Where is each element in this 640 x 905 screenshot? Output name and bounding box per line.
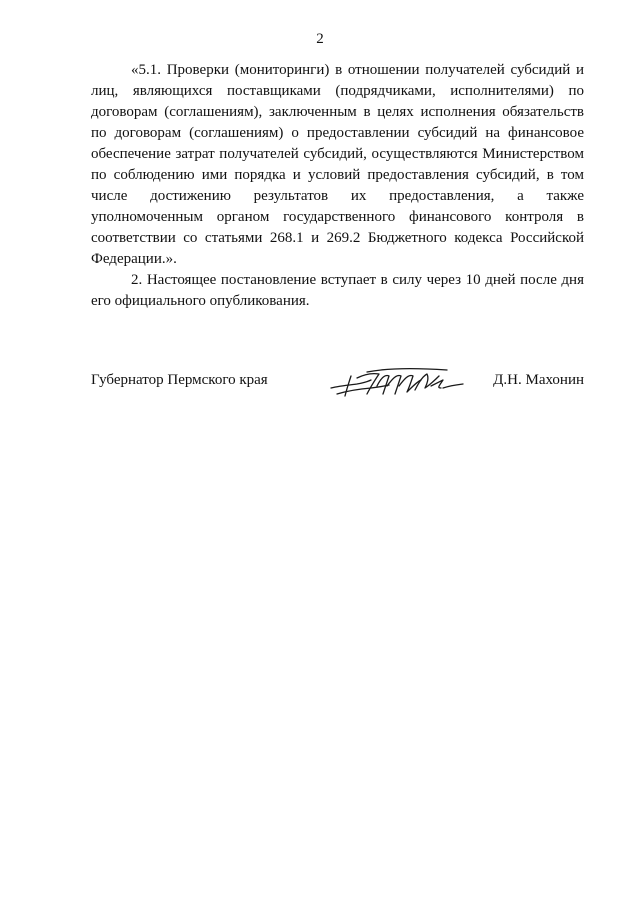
handwritten-signature (327, 364, 467, 400)
signature-block (91, 364, 584, 404)
document-body (91, 60, 584, 312)
signatory-name: Д.Н. Махонин (493, 372, 584, 388)
paragraph-effective-date: 2. Настоящее постановление вступает в силу через 10 дней после дня его официального опубликования. (91, 272, 584, 309)
paragraph-amendment-5-1: «5.1. Проверки (мониторинги) в отношении получателей субсидий и лиц, являющихся поставщиками (подрядчиками, исполнителями) по договорам (соглашениям), заключенным в целях исполнения обязательств по договорам (соглашениям) о предоставлении субсидий на финансовое обеспечение затрат получателей субсидий, осуществляются Министерством по соблюдению ими порядка и условий предоставления субсидий, в том числе достижению результатов их предоставления, а также уполномоченным органом государственного финансового контроля в соответствии со статьями 268.1 и 269.2 Бюджетного кодекса Российской Федерации.». (91, 62, 584, 267)
page-number: 2 (316, 31, 324, 47)
signatory-position: Губернатор Пермского края (91, 372, 268, 388)
